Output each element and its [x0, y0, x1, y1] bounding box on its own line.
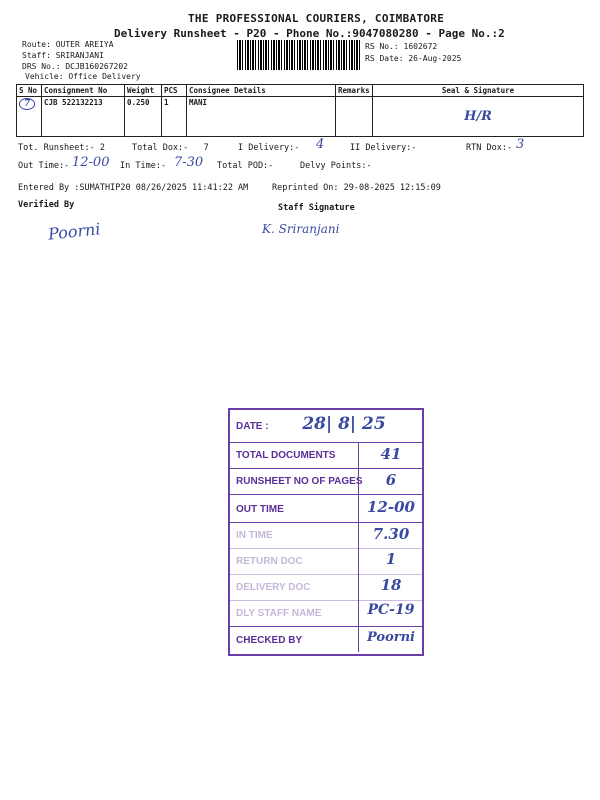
in-time-value: 7-30 [174, 155, 204, 170]
total-dox: Total Dox:- 7 [132, 143, 209, 153]
cell-seal [373, 97, 584, 137]
cell-consignee: MANI [187, 97, 336, 137]
table-row [17, 97, 584, 137]
company-name: THE PROFESSIONAL COURIERS, COIMBATORE [188, 12, 445, 25]
barcode-image [237, 40, 361, 70]
tot-runsheet: Tot. Runsheet:- 2 [18, 143, 105, 153]
stamp-row-runsheet-pages [230, 468, 422, 495]
out-time-label: Out Time:- [18, 161, 70, 171]
delvy-points-label: Delvy Points:- [300, 161, 372, 171]
stamp-value-return-doc: 1 [385, 550, 397, 568]
stamp-value-runsheet-pages: 6 [385, 471, 397, 489]
col-consignment: Consignment No [42, 85, 125, 97]
cell-remarks [336, 97, 373, 137]
stamp-value-checked-by: Poorni [366, 630, 415, 645]
reprinted-on: Reprinted On: 29-08-2025 12:15:09 [272, 183, 441, 193]
col-sno: S No [17, 85, 42, 97]
stamp-label-staff-name: DLY STAFF NAME [236, 608, 322, 619]
stamp-row-in-time [230, 522, 422, 549]
drs-text: DRS No.: DCJB160267202 [22, 62, 128, 71]
seal-handwriting: H/R [464, 109, 492, 124]
stamp-label-date: DATE : [236, 421, 269, 432]
stamp-label-in-time: IN TIME [236, 530, 273, 541]
vehicle-text: Vehicle: Office Delivery [25, 72, 141, 81]
out-time-value: 12-00 [72, 155, 110, 170]
stamp-row-checked-by [230, 626, 422, 653]
table-header-row [17, 85, 584, 97]
stamp-value-staff-name: PC-19 [367, 602, 415, 618]
verified-signature: Poorni [47, 219, 102, 244]
cell-consignment: CJB 522132213 [42, 97, 125, 137]
staff-signature: K. Sriranjani [262, 222, 340, 236]
consignment-table [16, 84, 584, 137]
stamp-value-total-documents: 41 [380, 445, 402, 463]
rs-number: RS No.: 1602672 [365, 42, 438, 51]
staff-text: Staff: SRIRANJANI [22, 51, 104, 60]
stamp-row-out-time [230, 494, 422, 523]
cell-sno [17, 97, 42, 137]
verified-by-label: Verified By [18, 200, 75, 210]
stamp-label-checked-by: CHECKED BY [236, 635, 303, 646]
col-remarks: Remarks [336, 85, 373, 97]
stamp-row-date [230, 410, 422, 442]
cell-sno-value: 7 [19, 98, 35, 110]
ii-delivery-label: II Delivery:- [350, 143, 417, 153]
cell-pcs: 1 [162, 97, 187, 137]
col-seal: Seal & Signature [373, 85, 584, 97]
total-pod-label: Total POD:- [217, 161, 274, 171]
stamp-label-out-time: OUT TIME [236, 504, 284, 515]
i-delivery-label: I Delivery:- [238, 143, 300, 153]
in-time-label: In Time:- [120, 161, 167, 171]
col-consignee: Consignee Details [187, 85, 336, 97]
route-text: Route: OUTER AREIYA [22, 40, 114, 49]
col-weight: Weight [125, 85, 162, 97]
rtn-dox-value: 3 [516, 137, 525, 152]
col-pcs: PCS [162, 85, 187, 97]
stamp-row-total-documents [230, 442, 422, 469]
stamp-label-runsheet-pages: RUNSHEET NO OF PAGES [236, 476, 363, 487]
stamp-value-out-time: 12-00 [367, 498, 415, 516]
staff-signature-label: Staff Signature [278, 203, 355, 213]
stamp-label-delivery-doc: DELIVERY DOC [236, 582, 311, 593]
i-delivery-value: 4 [316, 137, 325, 152]
runsheet-subtitle: Delivery Runsheet - P20 - Phone No.:9047080280 - Page No.:2 [114, 27, 505, 40]
stamp-value-delivery-doc: 18 [380, 576, 402, 594]
rs-date: RS Date: 26-Aug-2025 [365, 54, 462, 63]
stamp-value-in-time: 7.30 [372, 525, 410, 543]
stamp-value-date: 28| 8| 25 [302, 414, 386, 434]
entered-by: Entered By :SUMATHIP20 08/26/2025 11:41:22 AM [18, 183, 249, 193]
office-stamp [228, 408, 424, 656]
stamp-label-total-documents: TOTAL DOCUMENTS [236, 450, 336, 461]
stamp-divider [358, 442, 359, 652]
stamp-label-return-doc: RETURN DOC [236, 556, 303, 567]
cell-weight: 0.250 [125, 97, 162, 137]
rtn-dox-label: RTN Dox:- [466, 143, 513, 153]
